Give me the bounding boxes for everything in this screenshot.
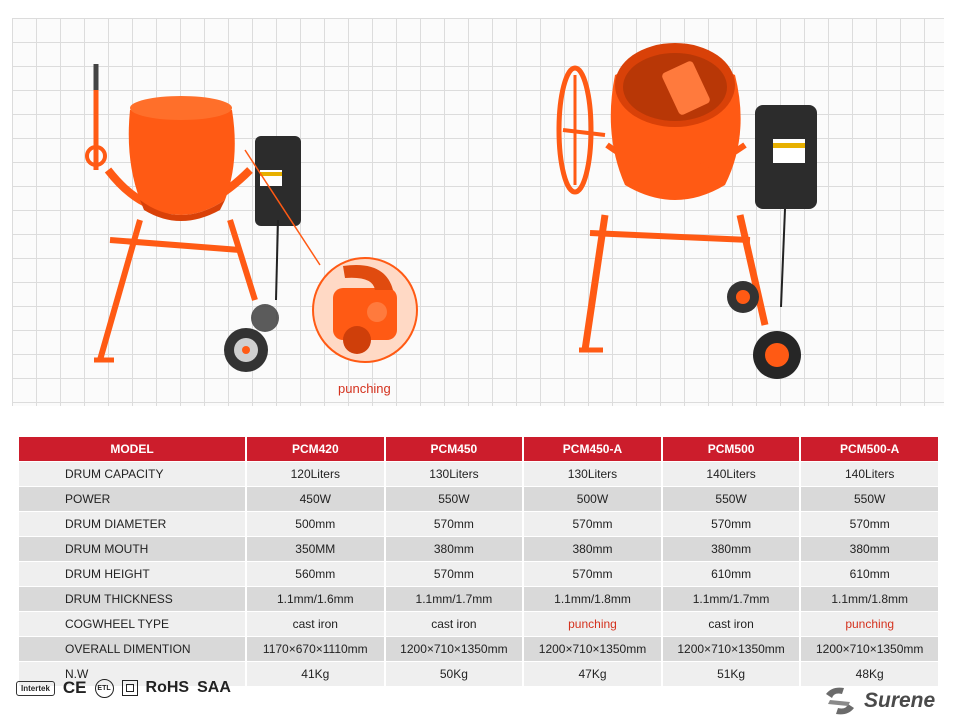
row-label: POWER: [19, 487, 245, 512]
table-cell: 1200×710×1350mm: [801, 637, 938, 662]
table-cell: 380mm: [801, 537, 938, 562]
table-cell: 560mm: [247, 562, 384, 587]
row-label: N.W: [19, 662, 245, 687]
table-cell: 1.1mm/1.8mm: [801, 587, 938, 612]
row-label: DRUM MOUTH: [19, 537, 245, 562]
table-cell: 1200×710×1350mm: [524, 637, 661, 662]
punching-callout-label: punching: [338, 381, 391, 396]
table-cell: 550W: [801, 487, 938, 512]
brand-name: Surene: [864, 689, 936, 712]
header-cell: PCM450-A: [524, 437, 661, 462]
table-cell: 550W: [386, 487, 523, 512]
header-cell: PCM420: [247, 437, 384, 462]
table-row: [19, 462, 938, 487]
double-insulation-icon: [122, 680, 138, 696]
rohs-mark: RoHS: [145, 679, 190, 696]
header-cell: PCM450: [386, 437, 523, 462]
spec-table: [17, 437, 940, 687]
table-cell: cast iron: [386, 612, 523, 637]
row-label: COGWHEEL TYPE: [19, 612, 245, 637]
intertek-logo: Intertek: [16, 681, 55, 696]
table-cell: 130Liters: [524, 462, 661, 487]
table-cell: 1.1mm/1.8mm: [524, 587, 661, 612]
table-row: [19, 587, 938, 612]
table-cell: 570mm: [386, 562, 523, 587]
table-cell: 51Kg: [663, 662, 800, 687]
row-label: OVERALL DIMENTION: [19, 637, 245, 662]
cogwheel-zoom-callout: [225, 140, 425, 380]
table-row: [19, 612, 938, 637]
table-cell: 1200×710×1350mm: [663, 637, 800, 662]
table-cell: 1200×710×1350mm: [386, 637, 523, 662]
table-cell: 47Kg: [524, 662, 661, 687]
table-cell: 120Liters: [247, 462, 384, 487]
table-cell: 610mm: [663, 562, 800, 587]
etl-mark: ETL: [95, 679, 114, 698]
row-label: DRUM DIAMETER: [19, 512, 245, 537]
spec-table-header: [19, 437, 938, 462]
table-cell: 500mm: [247, 512, 384, 537]
table-cell: cast iron: [663, 612, 800, 637]
table-cell: 570mm: [663, 512, 800, 537]
table-cell: 1.1mm/1.6mm: [247, 587, 384, 612]
table-cell: 570mm: [524, 562, 661, 587]
header-cell: PCM500: [663, 437, 800, 462]
certification-marks: [16, 676, 231, 700]
mixer-image-large: [545, 35, 835, 390]
table-cell: 130Liters: [386, 462, 523, 487]
table-cell: 380mm: [386, 537, 523, 562]
table-row: [19, 562, 938, 587]
row-label: DRUM THICKNESS: [19, 587, 245, 612]
table-cell: cast iron: [247, 612, 384, 637]
table-cell: 1170×670×1110mm: [247, 637, 384, 662]
table-cell: 350MM: [247, 537, 384, 562]
table-cell: 50Kg: [386, 662, 523, 687]
table-row: [19, 487, 938, 512]
table-cell: 1.1mm/1.7mm: [663, 587, 800, 612]
table-row: [19, 537, 938, 562]
saa-mark: SAA: [197, 679, 231, 696]
row-label: DRUM CAPACITY: [19, 462, 245, 487]
table-cell: 380mm: [663, 537, 800, 562]
table-row: [19, 637, 938, 662]
table-cell: 450W: [247, 487, 384, 512]
brand-logo: [822, 686, 935, 716]
table-cell: 500W: [524, 487, 661, 512]
brand-emblem-icon: [822, 686, 858, 716]
table-cell: 550W: [663, 487, 800, 512]
table-cell: 570mm: [801, 512, 938, 537]
table-cell: 48Kg: [801, 662, 938, 687]
header-cell: MODEL: [19, 437, 245, 462]
header-cell: PCM500-A: [801, 437, 938, 462]
table-cell: punching: [524, 612, 661, 637]
table-cell: 1.1mm/1.7mm: [386, 587, 523, 612]
table-cell: 41Kg: [247, 662, 384, 687]
table-cell: 380mm: [524, 537, 661, 562]
table-cell: 570mm: [524, 512, 661, 537]
ce-mark: CE: [62, 678, 87, 697]
row-label: DRUM HEIGHT: [19, 562, 245, 587]
table-row: [19, 512, 938, 537]
table-cell: 140Liters: [801, 462, 938, 487]
table-cell: 570mm: [386, 512, 523, 537]
table-cell: punching: [801, 612, 938, 637]
table-cell: 140Liters: [663, 462, 800, 487]
table-cell: 610mm: [801, 562, 938, 587]
